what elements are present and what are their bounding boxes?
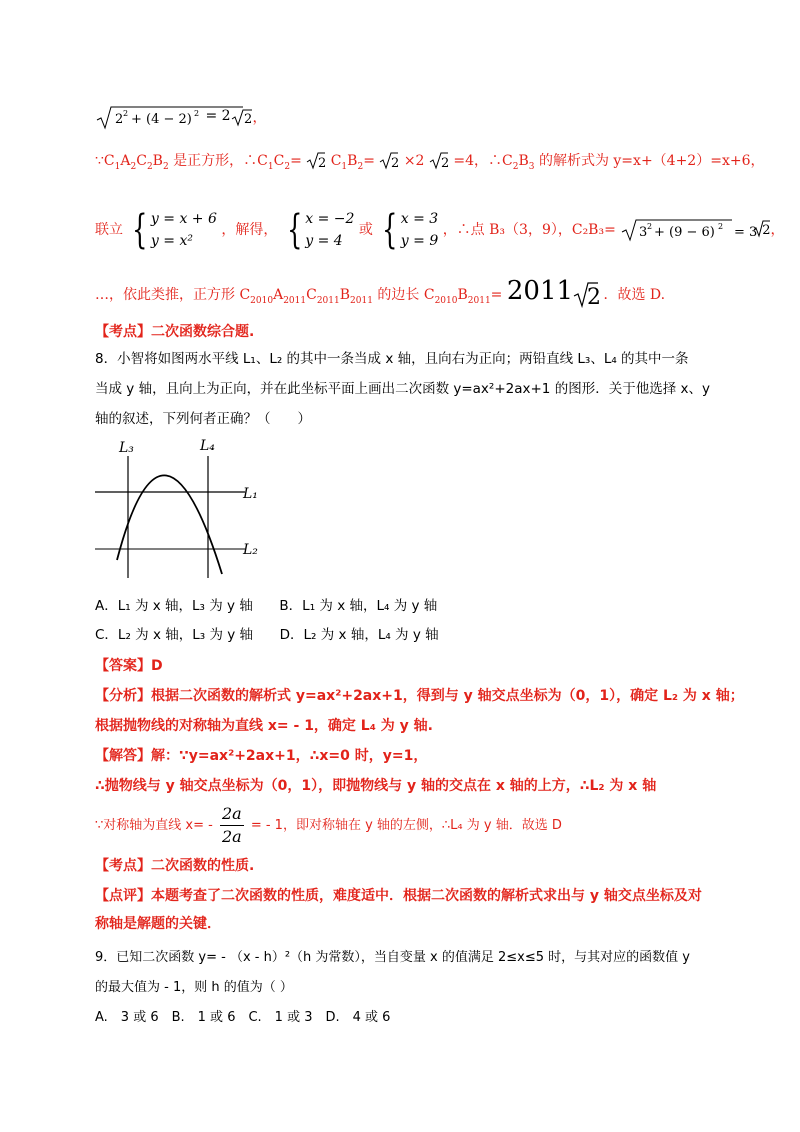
svg-text:2: 2 bbox=[123, 109, 129, 118]
svg-text:2: 2 bbox=[243, 112, 252, 127]
svg-text:2: 2 bbox=[391, 156, 400, 171]
jieda-line3: ∵对称轴为直线 x= - $\frac{2a}{2a}$ = - 1，即对称轴在 y 轴的左侧，∴L₄ 为 y 轴．故选 D bbox=[95, 804, 562, 846]
q8-line3: 轴的叙述，下列何者正确？（ ） bbox=[95, 411, 311, 427]
line2-text: $\because C_1A_2C_2B_2$ 是正方形，$\therefore C_1C_2=$ 2 $C_1B_2=$ 2 ×2 2 =4，$\therefore C_2B_3$ 的解析式为 y=x+（4+2）=x+6， bbox=[95, 150, 764, 172]
svg-text:3: 3 bbox=[639, 225, 648, 240]
q8-graph bbox=[95, 436, 260, 578]
jieda-line2: ∴抛物线与 y 轴交点坐标为（0，1），即抛物线与 y 轴的交点在 x 轴的上方，∴L₂ 为 x 轴 bbox=[95, 778, 657, 794]
dianping-line1: 【点评】本题考查了二次函数的性质，难度适中．根据二次函数的解析式求出与 y 轴交点坐标及对 bbox=[95, 888, 702, 904]
jieda-line1: 【解答】解：∵y=ax²+2ax+1，∴x=0 时，y=1， bbox=[95, 748, 428, 764]
system-3: { x = 3 y = 9 bbox=[382, 207, 439, 253]
svg-text:2: 2 bbox=[318, 156, 327, 171]
q9-line1: 9．已知二次函数 y= - （x - h）²（h 为常数），当自变量 x 的值满足 2≤x≤5 时，与其对应的函数值 y bbox=[95, 950, 690, 965]
fenxi-line2: 根据抛物线的对称轴为直线 x= - 1，确定 L₄ 为 y 轴. bbox=[95, 718, 433, 734]
svg-text:+ (4 − 2): + (4 − 2) bbox=[131, 112, 192, 127]
q9-line2: 的最大值为 - 1，则 h 的值为（ ） bbox=[95, 980, 293, 995]
q8-options-row1 bbox=[95, 596, 437, 616]
system-2: { x = −2 y = 4 bbox=[286, 207, 355, 253]
label-L1: L₁ bbox=[243, 486, 258, 502]
system-1: { y = x + 6 y = x² bbox=[132, 207, 217, 253]
option-c[interactable]: C．L₂ 为 x 轴，L₃ 为 y 轴 bbox=[95, 627, 254, 643]
svg-text:= 3: = 3 bbox=[734, 225, 758, 240]
svg-text:2: 2 bbox=[587, 285, 602, 310]
label-L3: L₃ bbox=[119, 440, 134, 456]
fraction-2a-2a: $\frac{2a}{2a}$ bbox=[221, 804, 242, 846]
q8-options-row2 bbox=[95, 625, 439, 645]
q9-options[interactable]: A. 3 或 6 B. 1 或 6 C. 1 或 3 D. 4 或 6 bbox=[95, 1010, 391, 1025]
q8-line1: 8．小智将如图两水平线 L₁、L₂ 的其中一条当成 x 轴，且向右为正向；两铅直线 L₃、L₄ 的其中一条 bbox=[95, 351, 689, 367]
line3-sqrt-formula bbox=[620, 217, 770, 243]
answer: 【答案】D bbox=[95, 658, 163, 674]
option-b[interactable]: B．L₁ 为 x 轴，L₄ 为 y 轴 bbox=[279, 598, 438, 614]
line4-sqrt2 bbox=[573, 280, 602, 310]
svg-text:2: 2 bbox=[440, 156, 450, 171]
line3-text: 联立 { y = x + 6 y = x² ，解得， { x = −2 y = 4 或 { x = 3 y = 9 ，∴点 B₃（3，9），C₂B₃= 3 2 + (9 − 6) 2 = 3 2， bbox=[95, 207, 785, 253]
kaodian-2: 【考点】二次函数的性质. bbox=[95, 858, 255, 874]
line2-sqrt2-c bbox=[429, 150, 449, 172]
svg-text:2: 2 bbox=[194, 109, 200, 118]
line1-expression: 2 2 + (4 − 2) 2 = 2 2 ， bbox=[95, 104, 267, 132]
line1-sqrt2 bbox=[231, 107, 253, 129]
dianping-line2: 称轴是解题的关键． bbox=[95, 916, 221, 932]
label-L2: L₂ bbox=[243, 542, 258, 558]
line2-sqrt2-b bbox=[379, 150, 399, 172]
svg-text:2: 2 bbox=[647, 222, 653, 231]
line2-sqrt2-a bbox=[306, 150, 326, 172]
q8-line2: 当成 y 轴，且向上为正向，并在此坐标平面上画出二次函数 y=ax²+2ax+1 的图形．关于他选择 x、y bbox=[95, 381, 710, 397]
fenxi-line1: 【分析】根据二次函数的解析式 y=ax²+2ax+1，得到与 y 轴交点坐标为（0，1），确定 L₂ 为 x 轴； bbox=[95, 688, 744, 704]
option-d[interactable]: D．L₂ 为 x 轴，L₄ 为 y 轴 bbox=[279, 627, 439, 643]
line4-text: …，依此类推，正方形 $C_{2010}A_{2011}C_{2011}B_{2011}$ 的边长 $C_{2010}B_{2011}= 2011$ 2 ．故选 D. bbox=[95, 276, 666, 310]
svg-text:2: 2 bbox=[115, 112, 124, 127]
label-L4: L₄ bbox=[200, 438, 215, 454]
option-a[interactable]: A．L₁ 为 x 轴，L₃ 为 y 轴 bbox=[95, 598, 253, 614]
kaodian-1: 【考点】二次函数综合题. bbox=[95, 324, 255, 340]
svg-text:2: 2 bbox=[718, 222, 724, 231]
svg-text:+ (9 − 6): + (9 − 6) bbox=[654, 225, 716, 240]
